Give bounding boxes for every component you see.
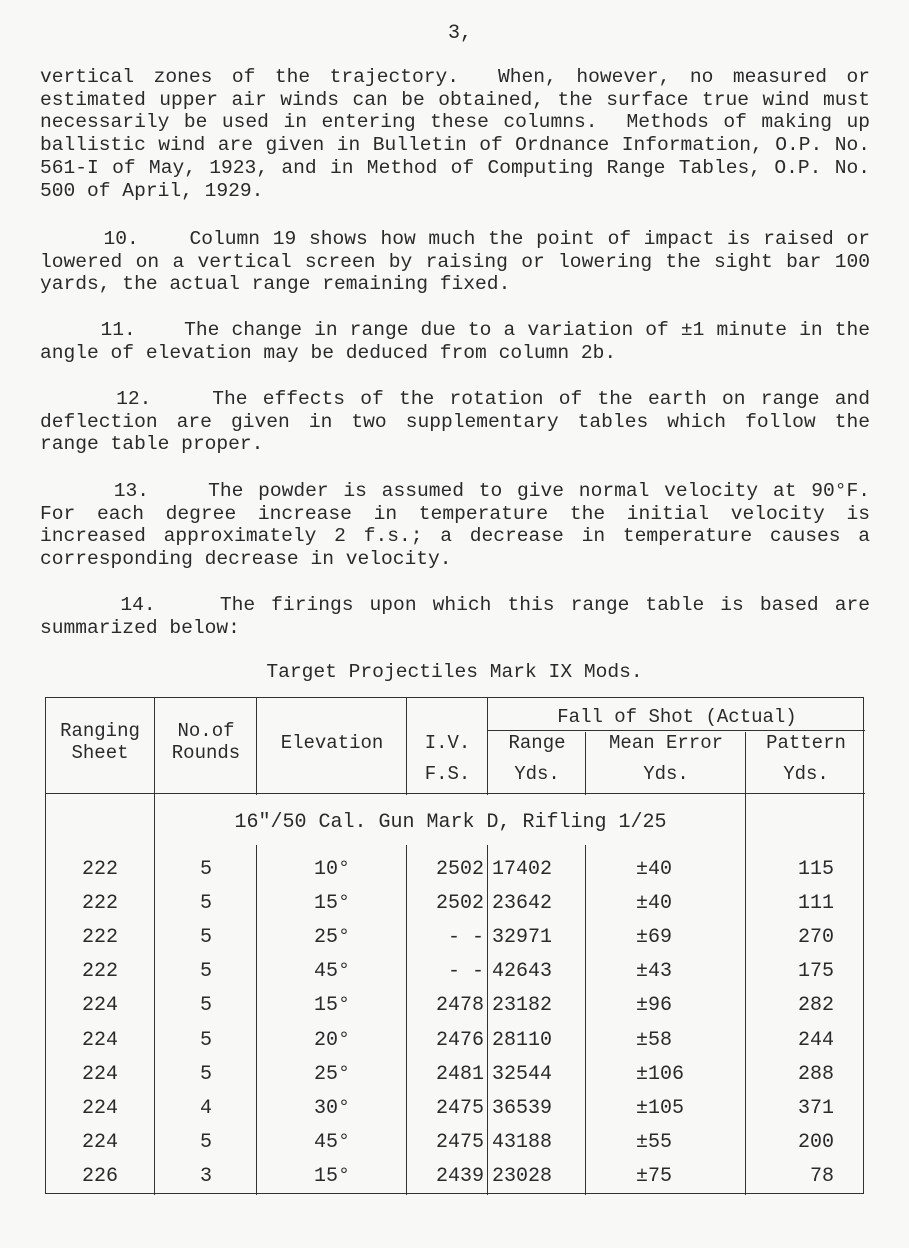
cell-mean-error: ±58 [636, 1028, 673, 1052]
cell-sheet: 224 [82, 994, 119, 1018]
cell-pattern: 111 [797, 892, 834, 916]
paragraph-11: 11. The change in range due to a variation of ±1 minute in the angle of elevation may be deduced from column 2b. [40, 319, 882, 364]
header-text: No.of [177, 720, 235, 742]
cell-sheet: 222 [82, 892, 119, 916]
cell-rounds: 5 [199, 1028, 212, 1052]
cell-elevation: 45° [313, 960, 350, 984]
cell-pattern: 244 [797, 1028, 834, 1052]
cell-sheet: 224 [82, 1028, 119, 1052]
cell-sheet: 222 [82, 960, 119, 984]
cell-mean-error: ±69 [636, 926, 673, 950]
cell-sheet: 224 [82, 1062, 119, 1086]
paragraph-14: 14. The firings upon which this range table is based are summarized below: [40, 594, 882, 639]
column-divider [585, 845, 586, 1195]
cell-elevation: 10° [313, 858, 350, 881]
column-divider [585, 732, 586, 795]
header-divider [46, 793, 865, 794]
cell-iv: - - [447, 960, 484, 984]
table-caption: Target Projectiles Mark IX Mods. [266, 661, 643, 683]
column-divider [487, 845, 488, 1195]
column-divider [406, 698, 407, 795]
cell-rounds: 5 [199, 926, 212, 950]
cell-pattern: 175 [797, 960, 834, 984]
cell-elevation: 25° [313, 1062, 350, 1086]
gun-label: 16"/50 Cal. Gun Mark D, Rifling 1/25 [234, 811, 667, 834]
cell-pattern: 78 [809, 1164, 834, 1188]
column-divider [745, 732, 746, 1195]
cell-iv: 2439 [435, 1164, 484, 1188]
paragraph-12: 12. The effects of the rotation of the earth on range and deflection are given in two supplementary tables which follow the range table proper. [40, 388, 882, 456]
cell-range: 36539 [492, 1096, 553, 1120]
cell-elevation: 20° [313, 1028, 350, 1052]
header-text: Yds. [514, 763, 560, 785]
header-range [489, 732, 585, 785]
cell-elevation: 30° [313, 1096, 350, 1120]
column-divider [256, 845, 257, 1195]
cell-mean-error: ±96 [636, 994, 673, 1018]
header-text: Yds. [643, 763, 689, 785]
cell-iv: 2476 [435, 1028, 484, 1052]
cell-range: 42643 [492, 960, 553, 984]
header-text: Ranging [60, 720, 140, 742]
header-text: Mean Error [608, 732, 724, 754]
header-rounds [156, 720, 256, 764]
cell-elevation: 45° [313, 1130, 350, 1154]
cell-sheet: 222 [82, 926, 119, 950]
paragraph-10: 10. Column 19 shows how much the point of impact is raised or lowered on a vertical screen by raising or lowering the sight bar 100 yards, the actual range remaining fixed. [40, 228, 882, 296]
cell-mean-error: ±55 [636, 1130, 673, 1154]
header-text: Pattern [766, 732, 846, 754]
cell-rounds: 5 [199, 1062, 212, 1086]
cell-iv: 2481 [435, 1062, 484, 1086]
cell-rounds: 5 [199, 1130, 212, 1154]
cell-rounds: 3 [199, 1164, 212, 1188]
cell-mean-error: ±40 [636, 858, 673, 881]
cell-elevation: 15° [313, 994, 350, 1018]
cell-pattern: 288 [797, 1062, 834, 1086]
column-divider [256, 698, 257, 795]
cell-pattern: 200 [797, 1130, 834, 1154]
cell-range: 23028 [492, 1164, 553, 1188]
cell-range: 32971 [492, 926, 553, 950]
cell-sheet: 224 [82, 1130, 119, 1154]
header-ranging-sheet [46, 720, 154, 764]
cell-pattern: 270 [797, 926, 834, 950]
cell-rounds: 4 [199, 1096, 212, 1120]
cell-rounds: 5 [199, 892, 212, 916]
cell-sheet: 224 [82, 1096, 119, 1120]
cell-mean-error: ±106 [636, 1062, 685, 1086]
column-divider [406, 845, 407, 1195]
cell-elevation: 15° [313, 892, 350, 916]
header-fall-of-shot: Fall of Shot (Actual) [557, 706, 797, 728]
cell-pattern: 371 [797, 1096, 834, 1120]
cell-iv: - - [447, 926, 484, 950]
cell-range: 17402 [492, 858, 553, 881]
paragraph-13: 13. The powder is assumed to give normal velocity at 90°F. For each degree increase in temperature the initial velocity is increased approximately 2 f.s.; a decrease in temperature causes a corresponding decrease in velocity. [40, 480, 894, 571]
page-number: 3, [448, 22, 473, 45]
column-divider [487, 698, 488, 795]
header-text: I.V. [424, 732, 471, 754]
header-text: F.S. [424, 763, 471, 785]
cell-pattern: 115 [797, 858, 834, 881]
header-text: Sheet [71, 742, 129, 764]
header-pattern [747, 732, 865, 785]
cell-rounds: 5 [199, 960, 212, 984]
cell-mean-error: ±75 [636, 1164, 673, 1188]
cell-elevation: 25° [313, 926, 350, 950]
cell-iv: 2502 [435, 858, 484, 881]
cell-range: 23182 [492, 994, 553, 1018]
cell-iv: 2475 [435, 1096, 484, 1120]
cell-sheet: 222 [82, 858, 119, 881]
header-text: Yds. [783, 763, 829, 785]
cell-iv: 2502 [435, 892, 484, 916]
header-iv [408, 732, 487, 785]
cell-pattern: 282 [797, 994, 834, 1018]
cell-range: 28110 [492, 1028, 553, 1052]
cell-sheet: 226 [82, 1164, 119, 1188]
paragraph-9-continuation: vertical zones of the trajectory. When, however, no measured or estimated upper air winds can be obtained, the surface true wind must necessarily be used in entering these columns. Methods of making up ballistic wind are given in Bulletin of Ordnance Information, O.P. No. 561-I of May, 1923, and in Method of Computing Range Tables, O.P. No. 500 of April, 1929. [40, 66, 882, 202]
cell-range: 32544 [492, 1062, 553, 1086]
cell-rounds: 5 [199, 994, 212, 1018]
cell-range: 43188 [492, 1130, 553, 1154]
cell-mean-error: ±105 [636, 1096, 685, 1120]
header-text: Range [508, 732, 566, 754]
firings-table [45, 697, 864, 1194]
cell-elevation: 15° [313, 1164, 350, 1188]
cell-mean-error: ±43 [636, 960, 673, 984]
header-mean-error [587, 732, 745, 785]
header-elevation: Elevation [280, 732, 384, 754]
column-divider [154, 698, 155, 1195]
cell-mean-error: ±40 [636, 892, 673, 916]
fall-of-shot-underline [487, 730, 865, 731]
cell-iv: 2478 [435, 994, 484, 1018]
cell-iv: 2475 [435, 1130, 484, 1154]
cell-range: 23642 [492, 892, 553, 916]
cell-rounds: 5 [199, 858, 212, 881]
header-text: Rounds [171, 742, 241, 764]
